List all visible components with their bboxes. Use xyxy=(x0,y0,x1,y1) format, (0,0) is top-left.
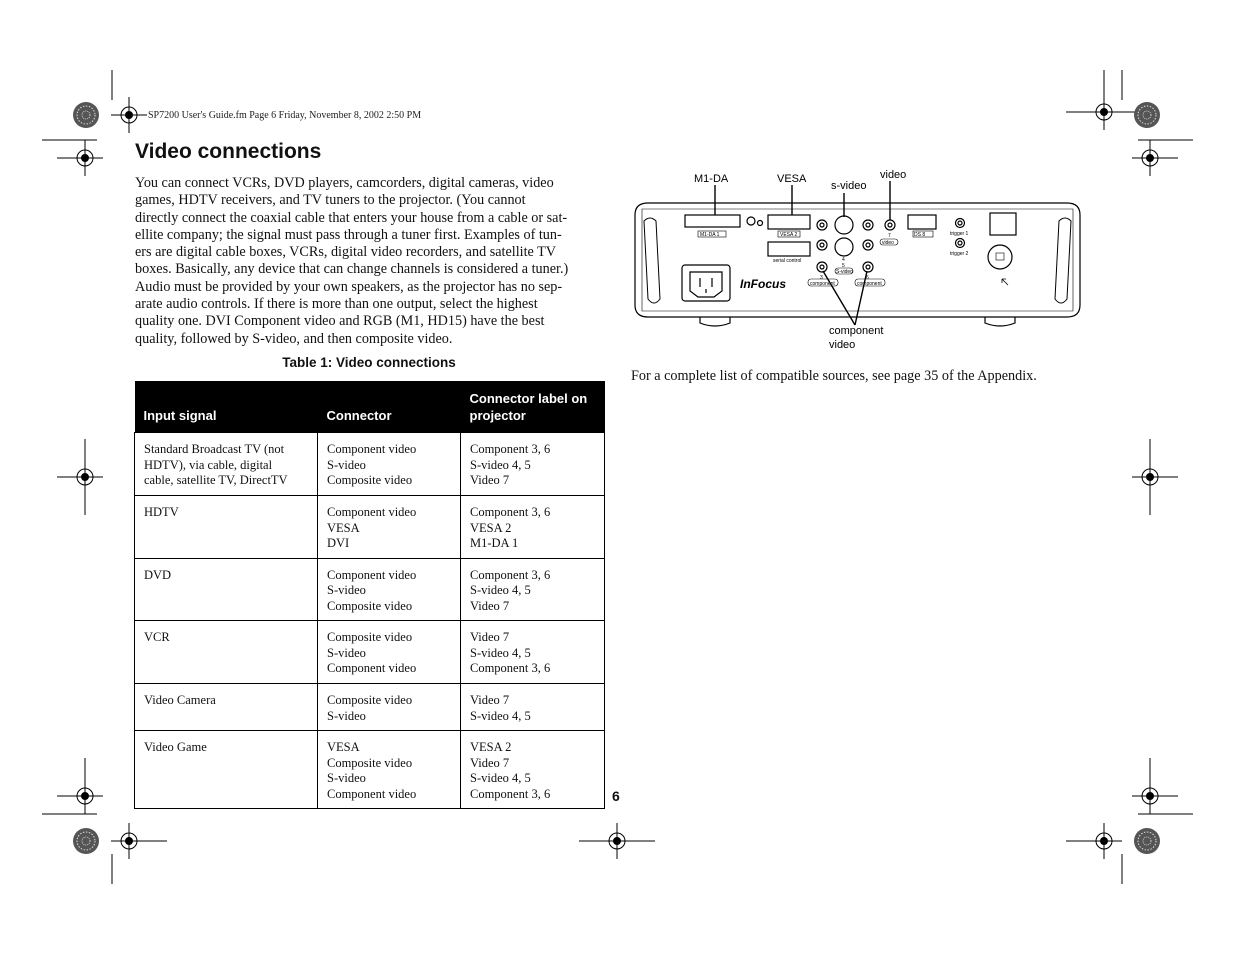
projector-rear-panel-diagram xyxy=(630,165,1085,355)
panel-svideo-port: S-video xyxy=(836,269,853,275)
table-row xyxy=(135,621,605,684)
table-row xyxy=(135,684,605,731)
cell-line: VESA 2 xyxy=(470,740,512,754)
cell-line: VESA xyxy=(327,520,360,535)
cell-line: Composite video xyxy=(327,755,413,770)
label-component-video-line2: video xyxy=(829,339,856,351)
label-svideo: s-video xyxy=(831,180,867,192)
cell-input-signal xyxy=(135,621,318,684)
video-connections-table xyxy=(134,381,605,809)
cell-input-signal xyxy=(135,433,318,496)
infocus-logo: InFocus xyxy=(740,277,787,291)
table-row xyxy=(135,433,605,496)
label-m1da: M1-DA xyxy=(694,173,729,185)
cell-line: Video 7 xyxy=(470,755,510,770)
cell-line: S-video 4, 5 xyxy=(470,583,531,597)
cell-line: M1-DA 1 xyxy=(470,536,519,550)
cell-line: Composite video xyxy=(327,473,413,487)
cell-line: Standard Broadcast TV (not xyxy=(144,442,285,456)
cell-line: Component video xyxy=(327,505,417,519)
column-header-connector-label: Connector label on projector xyxy=(461,381,605,433)
cell-line: Component 3, 6 xyxy=(470,567,551,582)
cell-line: S-video xyxy=(327,645,366,660)
intro-line: boxes. Basically, any device that can change channels is considered a tuner.) xyxy=(135,261,569,278)
cell-line: S-video 4, 5 xyxy=(470,457,531,472)
cell-line: Video 7 xyxy=(470,598,510,613)
panel-number-7: 7 xyxy=(888,233,891,239)
cell-input-signal xyxy=(135,731,318,809)
intro-line: quality one. DVI Component video and RGB (M1, HD15) have the best xyxy=(135,313,545,330)
cell-connector-label xyxy=(461,684,605,731)
panel-vesa-port: VESA 2 xyxy=(780,232,798,238)
cell-line: Component 3, 6 xyxy=(470,505,551,519)
cell-line: Component video xyxy=(327,442,417,456)
panel-trigger-2: trigger 2 xyxy=(950,251,969,257)
cell-input-signal xyxy=(135,496,318,559)
label-component-video-line1: component xyxy=(829,325,884,337)
cell-connector xyxy=(318,558,461,621)
label-vesa: VESA xyxy=(777,173,807,185)
intro-line: ellite company; the signal must pass through a tuner first. Examples of tun- xyxy=(135,226,562,243)
cell-line: S-video 4, 5 xyxy=(470,645,531,660)
intro-line: You can connect VCRs, DVD players, camcorders, digital cameras, video xyxy=(135,175,554,191)
cell-connector xyxy=(318,731,461,809)
panel-m1da-port: M1-DA 1 xyxy=(700,232,720,238)
cell-line: Video Game xyxy=(144,740,207,754)
cell-connector xyxy=(318,684,461,731)
cell-line: Video 7 xyxy=(470,630,510,644)
cell-line: S-video xyxy=(327,583,366,597)
label-video: video xyxy=(880,169,907,181)
cell-line: HDTV), via cable, digital xyxy=(144,457,273,472)
cell-line: S-video 4, 5 xyxy=(470,771,531,785)
intro-line: ers are digital cable boxes, VCRs, digital video recorders, and satellite TV xyxy=(135,244,557,261)
table-row xyxy=(135,558,605,621)
cell-line: S-video xyxy=(327,771,366,785)
cell-connector-label xyxy=(461,731,605,809)
intro-line: arate audio controls. If there is more than one output, select the highest xyxy=(135,296,538,313)
cell-line: Component video xyxy=(327,786,417,801)
cell-line: S-video xyxy=(327,457,366,472)
cell-connector-label xyxy=(461,621,605,684)
panel-component-right: component xyxy=(857,281,882,287)
cell-line: Component video xyxy=(327,661,417,675)
cell-line: DVI xyxy=(327,536,350,550)
cell-connector-label xyxy=(461,433,605,496)
panel-trigger-1: trigger 1 xyxy=(950,231,969,237)
intro-paragraph xyxy=(135,175,607,348)
cell-connector xyxy=(318,433,461,496)
table-caption: Table 1: Video connections xyxy=(282,355,456,370)
column-header-input-signal: Input signal xyxy=(135,381,318,433)
panel-number-3: 3 xyxy=(820,275,823,281)
panel-video-port: video xyxy=(882,240,894,246)
cell-line: Video Camera xyxy=(144,693,216,707)
cell-line: Video 7 xyxy=(470,473,510,487)
page-number: 6 xyxy=(612,788,620,804)
intro-line: quality, followed by S-video, and then composite video. xyxy=(135,330,453,347)
cell-line: VCR xyxy=(144,630,170,644)
cell-line: S-video 4, 5 xyxy=(470,708,531,723)
cell-input-signal xyxy=(135,558,318,621)
table-row xyxy=(135,731,605,809)
cell-connector xyxy=(318,621,461,684)
cell-connector xyxy=(318,496,461,559)
cell-line: Component 3, 6 xyxy=(470,442,551,456)
cell-line: VESA xyxy=(327,740,360,754)
page-title: Video connections xyxy=(135,140,322,163)
cell-line: Composite video xyxy=(327,630,413,644)
cell-line: Component 3, 6 xyxy=(470,786,551,801)
cell-line: HDTV xyxy=(144,505,179,519)
cell-line: Component 3, 6 xyxy=(470,661,551,675)
intro-line: Audio must be provided by your own speakers, as the projector has no sep- xyxy=(135,278,563,295)
panel-component-left: component xyxy=(810,281,835,287)
intro-line: games, HDTV receivers, and TV tuners to the projector. (You cannot xyxy=(135,192,526,209)
cell-line: Composite video xyxy=(327,693,413,707)
panel-serial-control: serial control xyxy=(773,258,802,264)
panel-ds-port: DS 8 xyxy=(914,232,926,238)
intro-line: directly connect the coaxial cable that enters your house from a cable or sat- xyxy=(135,209,568,226)
column-header-connector: Connector xyxy=(318,381,461,433)
cell-line: VESA 2 xyxy=(470,520,512,535)
panel-number-5: 5 xyxy=(842,263,845,269)
table-row xyxy=(135,496,605,559)
cell-line: Component video xyxy=(327,567,417,582)
table-header-row xyxy=(135,381,605,433)
cell-line: Video 7 xyxy=(470,693,510,707)
projector-body xyxy=(635,203,1080,317)
cell-connector-label xyxy=(461,496,605,559)
cell-line: DVD xyxy=(144,567,172,582)
page-header: SP7200 User's Guide.fm Page 6 Friday, November 8, 2002 2:50 PM xyxy=(148,110,422,121)
panel-number-6: 6 xyxy=(866,275,869,281)
cell-line: cable, satellite TV, DirectTV xyxy=(144,473,288,487)
cell-connector-label xyxy=(461,558,605,621)
cell-input-signal xyxy=(135,684,318,731)
cell-line: Composite video xyxy=(327,598,413,613)
cell-line: S-video xyxy=(327,708,366,723)
compatible-sources-note: For a complete list of compatible sources, see page 35 of the Appendix. xyxy=(631,368,1037,384)
panel-number-4: 4 xyxy=(842,257,845,263)
